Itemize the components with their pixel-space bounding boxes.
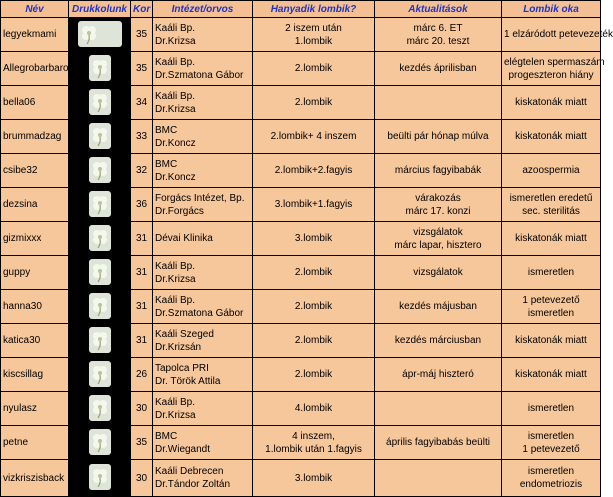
doctor-name: Dr.Szmatona Gábor <box>155 307 244 319</box>
aktual-cell <box>375 120 502 154</box>
institute-name: Kaáli Bp. <box>155 90 196 102</box>
institute-cell <box>153 324 253 358</box>
age-value: 33 <box>135 131 148 142</box>
user-name: gizmixxx <box>3 233 42 244</box>
table-row <box>1 222 601 256</box>
institute-cell <box>153 154 253 188</box>
institute-name: Kaáli Bp. <box>155 56 196 68</box>
aktual-line-2: márc 20. teszt <box>406 35 470 47</box>
age-value: 32 <box>135 165 148 176</box>
doctor-name: Dr.Krizsa <box>155 273 196 285</box>
institute-name: Dévai Klinika <box>155 233 213 244</box>
lombik-cell <box>253 120 375 154</box>
lombik-cell <box>253 358 375 392</box>
age-value: 34 <box>135 97 148 108</box>
lombik-line-2: 1.lombik <box>294 35 333 47</box>
aktual-cell <box>375 154 502 188</box>
drukk-cell <box>69 188 131 222</box>
doctor-name: Dr.Koncz <box>155 171 196 183</box>
doctor-name: Dr.Krizsa <box>155 103 196 115</box>
col-header-nev: Név <box>1 1 69 18</box>
age-value: 26 <box>135 369 148 380</box>
aktual-line-1: kezdés márciusban <box>394 335 482 346</box>
age-cell <box>131 426 153 460</box>
doctor-name: Dr.Wiegandt <box>155 443 211 455</box>
institute-cell <box>153 52 253 86</box>
aktual-cell <box>375 188 502 222</box>
aktual-cell <box>375 222 502 256</box>
institute-name: BMC <box>155 124 178 136</box>
col-header-ok: Lombik oka <box>502 1 601 18</box>
drukk-cell <box>69 460 131 497</box>
institute-name: Kaáli Bp. <box>155 260 196 272</box>
lombik-line-1: 2.lombik <box>294 335 333 346</box>
institute-name: BMC <box>155 430 178 442</box>
col-header-aktual: Aktualitások <box>375 1 502 18</box>
four-leaf-clover-icon <box>89 123 111 149</box>
doctor-name: Dr.Koncz <box>155 137 196 149</box>
four-leaf-clover-icon <box>89 429 111 455</box>
aktual-line-2: márc 17. konzi <box>405 205 471 217</box>
lombik-line-1: 2.lombik <box>294 267 333 278</box>
doctor-name: Dr.Krizsa <box>155 35 196 47</box>
ok-cell <box>502 188 601 222</box>
name-cell <box>1 324 69 358</box>
col-header-lombik: Hanyadik lombik? <box>253 1 375 18</box>
institute-cell <box>153 86 253 120</box>
institute-name: Tapolca PRI <box>155 362 209 374</box>
aktual-cell <box>375 460 502 497</box>
ok-cell <box>502 324 601 358</box>
table-row <box>1 52 601 86</box>
ok-line-1: 1 petevezető <box>522 294 580 306</box>
ok-line-1: ismeretlen <box>527 403 575 414</box>
ok-cell <box>502 18 613 52</box>
ok-cell <box>502 52 605 86</box>
ok-cell <box>502 460 601 497</box>
ok-line-1: kiskatonák miatt <box>515 369 587 380</box>
lombik-cell <box>253 188 375 222</box>
ok-line-1: ismeretlen <box>527 466 575 477</box>
ok-cell <box>502 256 601 290</box>
user-name: dezsina <box>3 199 38 210</box>
age-cell <box>131 52 153 86</box>
drukk-cell <box>69 86 131 120</box>
drukk-cell <box>69 256 131 290</box>
aktual-line-1: március fagyibabák <box>394 165 482 176</box>
lombik-line-1: 3.lombik <box>294 233 333 244</box>
user-name: legyekmami <box>3 29 57 40</box>
drukk-cell <box>69 324 131 358</box>
age-cell <box>131 222 153 256</box>
institute-cell <box>153 188 253 222</box>
ok-cell <box>502 154 601 188</box>
institute-cell <box>153 392 253 426</box>
institute-cell <box>153 222 253 256</box>
col-header-kor: Kor <box>131 1 153 18</box>
age-cell <box>131 86 153 120</box>
institute-cell <box>153 290 253 324</box>
institute-name: Forgács Intézet, Bp. <box>155 192 245 204</box>
age-cell <box>131 18 153 52</box>
table-row <box>1 120 601 154</box>
age-value: 35 <box>135 29 148 40</box>
lombik-line-1: 2.lombik <box>294 369 333 380</box>
four-leaf-clover-icon <box>78 21 122 47</box>
institute-cell <box>153 120 253 154</box>
drukk-cell <box>69 426 131 460</box>
user-name: katica30 <box>3 335 41 346</box>
doctor-name: Dr. Török Attila <box>155 375 221 387</box>
ok-line-1: kiskatonák miatt <box>515 97 587 108</box>
ok-line-2: sec. sterilitás <box>522 205 580 217</box>
user-name: csibe32 <box>3 165 38 176</box>
name-cell <box>1 120 69 154</box>
age-value: 31 <box>135 267 148 278</box>
col-header-intezet: Intézet/orvos <box>153 1 253 18</box>
four-leaf-clover-icon <box>89 191 111 217</box>
institute-cell <box>153 18 253 52</box>
institute-name: Kaáli Debrecen <box>155 466 224 477</box>
name-cell <box>1 86 69 120</box>
drukk-cell <box>69 358 131 392</box>
age-value: 31 <box>135 335 148 346</box>
institute-name: BMC <box>155 158 178 170</box>
table-row <box>1 290 601 324</box>
drukk-cell <box>69 222 131 256</box>
user-name: nyulasz <box>3 403 37 414</box>
age-cell <box>131 154 153 188</box>
lombik-line-1: 2.lombik <box>294 97 333 108</box>
drukk-cell <box>69 392 131 426</box>
user-name: guppy <box>3 267 31 278</box>
aktual-line-1: április fagyibabás beülti <box>386 437 490 448</box>
ok-line-1: kiskatonák miatt <box>515 131 587 142</box>
ok-cell <box>502 392 601 426</box>
ok-line-1: elégtelen spermaszám <box>504 56 605 68</box>
doctor-name: Dr.Forgács <box>155 205 204 217</box>
ok-line-2: endometriozis <box>519 479 583 490</box>
age-value: 30 <box>135 403 148 414</box>
lombik-cell <box>253 460 375 497</box>
institute-cell <box>153 358 253 392</box>
lombik-cell <box>253 18 375 52</box>
lombik-line-2: 1.lombik után 1.fagyis <box>265 443 362 455</box>
table-row <box>1 426 601 460</box>
table-row <box>1 358 601 392</box>
table-row <box>1 392 601 426</box>
age-value: 35 <box>135 63 148 74</box>
header-row <box>1 1 601 18</box>
aktual-line-1: márc 6. ET <box>413 22 463 34</box>
age-value: 31 <box>135 301 148 312</box>
doctor-name: Dr.Tándor Zoltán <box>155 479 231 490</box>
ok-cell <box>502 222 601 256</box>
four-leaf-clover-icon <box>89 225 111 251</box>
institute-name: Kaáli Szeged <box>155 328 214 340</box>
four-leaf-clover-icon <box>89 464 111 490</box>
aktual-cell <box>375 392 502 426</box>
age-cell <box>131 324 153 358</box>
drukk-cell <box>69 18 131 52</box>
aktual-cell <box>375 256 502 290</box>
ok-cell <box>502 426 601 460</box>
name-cell <box>1 290 69 324</box>
lombik-cell <box>253 290 375 324</box>
user-name: brummadzag <box>3 131 62 142</box>
lombik-cell <box>253 392 375 426</box>
lombik-cell <box>253 324 375 358</box>
aktual-line-1: ápr-máj hiszteró <box>402 369 474 380</box>
table-row <box>1 18 601 52</box>
four-leaf-clover-icon <box>89 55 111 81</box>
ok-line-1: kiskatonák miatt <box>515 335 587 346</box>
age-value: 36 <box>135 199 148 210</box>
lombik-line-1: 4.lombik <box>294 403 333 414</box>
ok-line-2: 1 petevezető <box>522 443 580 455</box>
ok-cell <box>502 120 601 154</box>
aktual-line-1: vizsgálatok <box>413 267 463 278</box>
age-cell <box>131 392 153 426</box>
doctor-name: Dr.Szmatona Gábor <box>155 69 244 81</box>
four-leaf-clover-icon <box>89 89 111 115</box>
lombik-cell <box>253 222 375 256</box>
user-name: bella06 <box>3 97 36 108</box>
table-row <box>1 86 601 120</box>
aktual-line-1: kezdés májusban <box>399 301 477 312</box>
aktual-line-1: kezdés áprilisban <box>399 63 477 74</box>
name-cell <box>1 18 69 52</box>
aktual-line-1: beülti pár hónap múlva <box>387 131 489 142</box>
name-cell <box>1 392 69 426</box>
table-row <box>1 460 601 497</box>
four-leaf-clover-icon <box>89 327 111 353</box>
four-leaf-clover-icon <box>89 157 111 183</box>
institute-name: Kaáli Bp. <box>155 22 196 34</box>
aktual-cell <box>375 426 502 460</box>
name-cell <box>1 460 69 497</box>
user-name: vizkriszisback <box>3 472 65 484</box>
institute-cell <box>153 426 253 460</box>
ok-line-1: ismeretlen eredetű <box>509 192 593 204</box>
drukk-cell <box>69 290 131 324</box>
ok-line-1: ismeretlen <box>527 267 575 278</box>
user-name: hanna30 <box>3 301 42 312</box>
doctor-name: Dr.Krizsán <box>155 341 202 353</box>
aktual-line-1: vizsgálatok <box>413 226 463 238</box>
age-cell <box>131 188 153 222</box>
ok-line-1: azoospermia <box>522 165 580 176</box>
four-leaf-clover-icon <box>89 361 111 387</box>
aktual-cell <box>375 18 502 52</box>
age-value: 31 <box>135 233 148 244</box>
ok-line-1: 1 elzáródott petevezeték <box>504 29 613 40</box>
age-value: 35 <box>135 437 148 448</box>
lombik-cell <box>253 154 375 188</box>
institute-name: Kaáli Bp. <box>155 294 196 306</box>
institute-cell <box>153 256 253 290</box>
four-leaf-clover-icon <box>89 293 111 319</box>
age-cell <box>131 460 153 497</box>
name-cell <box>1 52 69 86</box>
user-name: kiscsillag <box>3 369 44 380</box>
aktual-cell <box>375 86 502 120</box>
lombik-cell <box>253 426 375 460</box>
user-name: petne <box>3 437 29 448</box>
table-row <box>1 188 601 222</box>
lombik-line-1: 2.lombik+ 4 inszem <box>270 131 357 142</box>
col-header-drukk: Drukkolunk <box>69 1 131 18</box>
ok-cell <box>502 358 601 392</box>
institute-cell <box>153 460 253 497</box>
lombik-cell <box>253 256 375 290</box>
lombik-cell <box>253 52 375 86</box>
user-name: Allegrobarbaro <box>3 63 69 74</box>
ok-line-1: kiskatonák miatt <box>515 233 587 244</box>
four-leaf-clover-icon <box>89 395 111 421</box>
drukk-cell <box>69 120 131 154</box>
lombik-line-1: 2 iszem után <box>285 22 342 34</box>
aktual-cell <box>375 290 502 324</box>
name-cell <box>1 222 69 256</box>
name-cell <box>1 426 69 460</box>
drukk-cell <box>69 52 131 86</box>
lombik-line-1: 2.lombik <box>294 63 333 74</box>
name-cell <box>1 256 69 290</box>
table-row <box>1 154 601 188</box>
drukk-cell <box>69 154 131 188</box>
lombik-line-1: 2.lombik <box>294 301 333 312</box>
age-cell <box>131 358 153 392</box>
ok-line-2: ismeretlen <box>527 307 575 319</box>
age-value: 30 <box>135 472 148 484</box>
aktual-cell <box>375 358 502 392</box>
name-cell <box>1 358 69 392</box>
aktual-cell <box>375 324 502 358</box>
ok-cell <box>502 290 601 324</box>
name-cell <box>1 188 69 222</box>
aktual-line-1: várakozás <box>415 192 461 204</box>
aktual-line-2: márc lapar, hisztero <box>394 239 482 251</box>
table-row <box>1 256 601 290</box>
age-cell <box>131 120 153 154</box>
lombik-line-1: 3.lombik+1.fagyis <box>274 199 353 210</box>
table-row <box>1 324 601 358</box>
age-cell <box>131 290 153 324</box>
lombik-line-1: 2.lombik+2.fagyis <box>274 165 353 176</box>
institute-name: Kaáli Bp. <box>155 396 196 408</box>
ok-line-1: ismeretlen <box>527 430 575 442</box>
lombik-line-1: 4 inszem, <box>292 430 335 442</box>
age-cell <box>131 256 153 290</box>
ok-cell <box>502 86 601 120</box>
lombik-cell <box>253 86 375 120</box>
aktual-cell <box>375 52 502 86</box>
ok-line-2: progeszteron hiány <box>508 69 594 81</box>
lombik-line-1: 3.lombik <box>294 472 333 484</box>
name-cell <box>1 154 69 188</box>
doctor-name: Dr.Krizsa <box>155 409 196 421</box>
four-leaf-clover-icon <box>89 259 111 285</box>
